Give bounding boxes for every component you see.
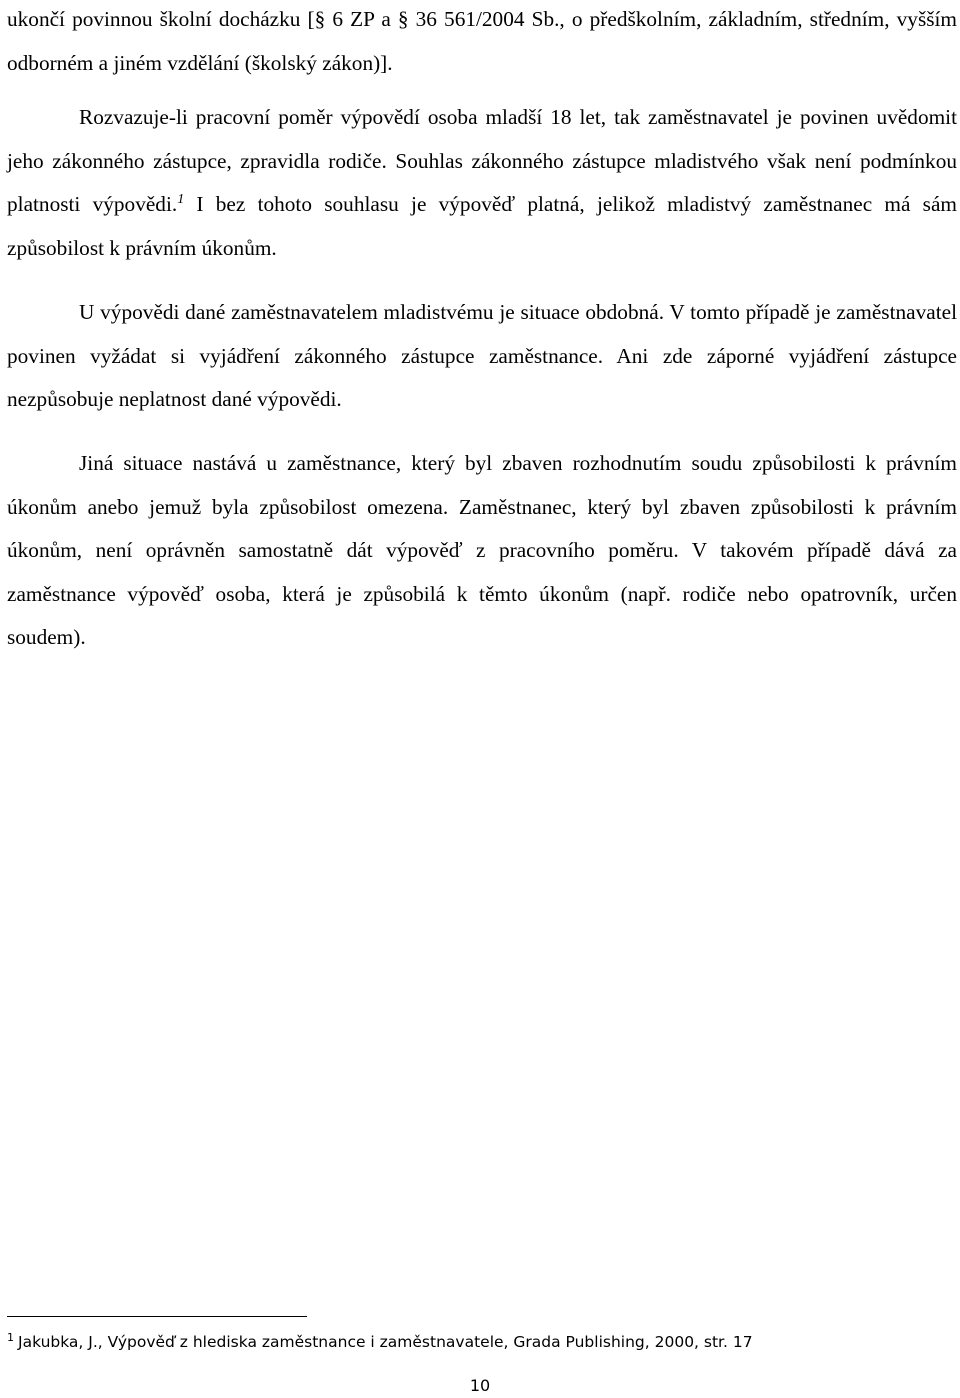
footnote-reference[interactable]: 1 bbox=[177, 192, 185, 207]
page-number: 10 bbox=[469, 1376, 491, 1395]
paragraph-4-text: Jiná situace nastává u zaměstnance, který byl zbaven rozhodnutím soudu způsobilosti k právním úkonům anebo jemuž byla způsobilost omezena. Zaměstnanec, který byl zbaven způsobilosti k právním úkonům, není oprávněn samostatně dát výpověď z pracovního poměru. V takovém případě dává za zaměstnance výpověď osoba, která je způsobilá k těmto úkonům (např. rodiče nebo opatrovník, určen soudem). bbox=[7, 451, 957, 649]
paragraph-2-text-after-ref: I bez tohoto souhlasu je výpověď platná, jelikož mladistvý zaměstnanec má sám způsobilost k právním úkonům. bbox=[7, 192, 957, 260]
paragraph-4 bbox=[7, 442, 957, 660]
footnote-text: Jakubka, J., Výpověď z hlediska zaměstnance i zaměstnavatele, Grada Publishing, 2000, str. 17 bbox=[18, 1333, 753, 1351]
footnote bbox=[7, 1330, 947, 1354]
paragraph-1 bbox=[7, 0, 957, 85]
footnote-separator bbox=[7, 1316, 307, 1317]
footnote-number: 1 bbox=[7, 1331, 14, 1344]
paragraph-3-text: U výpovědi dané zaměstnavatelem mladistvému je situace obdobná. V tomto případě je zaměstnavatel povinen vyžádat si vyjádření zákonného zástupce zaměstnance. Ani zde záporné vyjádření zástupce nezpůsobuje neplatnost dané výpovědi. bbox=[7, 300, 957, 411]
paragraph-2 bbox=[7, 96, 957, 270]
paragraph-3 bbox=[7, 291, 957, 422]
paragraph-1-text: ukončí povinnou školní docházku [§ 6 ZP a § 36 561/2004 Sb., o předškolním, základním, středním, vyšším odborném a jiném vzdělání (školský zákon)]. bbox=[7, 7, 957, 75]
paragraph-2-text-before-ref: Rozvazuje-li pracovní poměr výpovědí osoba mladší 18 let, tak zaměstnavatel je povinen uvědomit jeho zákonného zástupce, zpravidla rodiče. Souhlas zákonného zástupce mladistvého však není podmínkou platnosti výpovědi. bbox=[7, 105, 957, 216]
